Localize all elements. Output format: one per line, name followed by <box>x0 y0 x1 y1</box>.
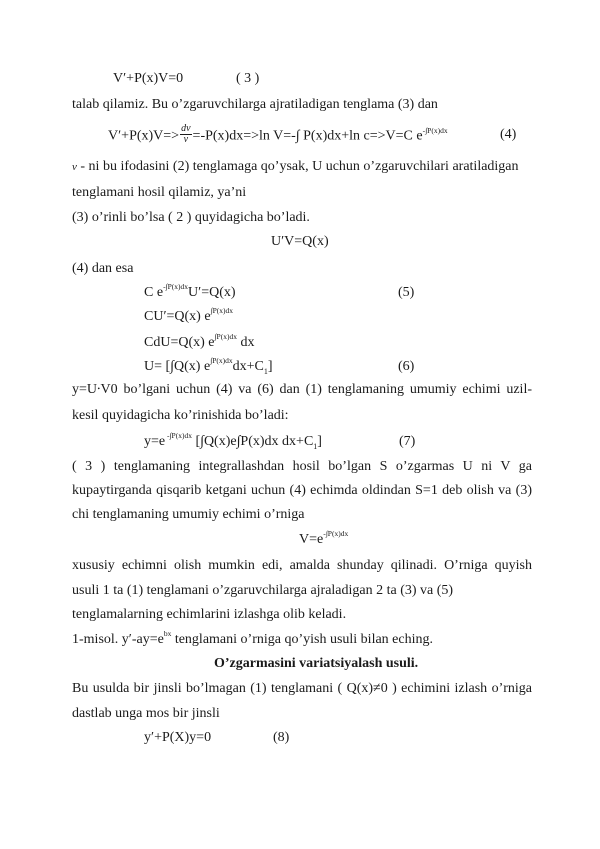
equation-part: dx+C <box>232 359 264 374</box>
equation-3 <box>113 70 183 88</box>
equation-number-7: (7) <box>399 434 416 449</box>
section-heading: O’zgarmasini variatsiyalash usuli. <box>214 656 419 671</box>
variable-v: v <box>72 161 77 173</box>
equation-part: dx <box>236 335 255 350</box>
fraction-numerator: dv <box>181 123 191 134</box>
equation-step <box>144 334 254 352</box>
subscript: 1 <box>313 441 318 451</box>
equation-number-8: (8) <box>273 730 290 745</box>
equation-part: V=e <box>299 532 324 547</box>
equation-v-particular <box>299 531 348 549</box>
paragraph-line: Bu usulda bir jinsli bo’lmagan (1) tenglamani ( Q(x)≠0 ) echimini izlash o’rniga <box>72 681 532 696</box>
equation-5 <box>144 284 236 302</box>
exponent: ∫P(x)dx <box>210 356 233 366</box>
equation-text: V′+P(x)V=0 <box>113 71 184 86</box>
equation-part: ] <box>317 434 322 449</box>
equation-number-4: (4) <box>500 127 517 142</box>
paragraph-line: ( 3 ) tenglamaning integrallashdan hosil bo’lgan S o’zgarmas U ni V ga <box>72 459 532 474</box>
exponent: -∫P(x)dx <box>165 431 192 441</box>
fraction-dv-v <box>180 124 191 145</box>
paragraph-line: tenglamani hosil qilamiz, ya’ni <box>72 185 247 200</box>
paragraph-line: kesil quyidagicha ko’rinishida bo’ladi: <box>72 408 289 423</box>
equation-number-6: (6) <box>398 359 415 374</box>
equation-number-5: (5) <box>398 285 415 300</box>
equation-6 <box>144 358 273 376</box>
paragraph-line: (4) dan esa <box>72 261 134 276</box>
equation-part: =-P(x)dx=>ln V=-∫ P(x)dx+ln c=>V=C e <box>192 128 423 144</box>
equation-7 <box>144 433 322 451</box>
paragraph-line <box>72 158 519 176</box>
equation-part: U= [∫Q(x) e <box>144 359 211 374</box>
equation-part: CU′=Q(x) e <box>144 309 211 324</box>
equation-part: CdU=Q(x) e <box>144 335 215 350</box>
equation-part: y=e <box>144 434 166 449</box>
exponent: ∫P(x)dx <box>214 332 237 342</box>
equation-part: [∫Q(x)e∫P(x)dx dx+C <box>191 434 314 449</box>
exponent: bx <box>163 629 172 639</box>
example-text: tenglamani o’rniga qo’yish usuli bilan eching. <box>171 632 433 647</box>
equation-part: U′=Q(x) <box>188 285 236 300</box>
exponent: -∫P(x)dx <box>163 282 189 292</box>
equation-part: C e <box>144 285 164 300</box>
equation-step <box>144 308 233 326</box>
equation-part: ] <box>267 359 273 374</box>
paragraph-line: chi tenglamaning umumiy echimi o’rniga <box>72 507 305 522</box>
paragraph-line: dastlab unga mos bir jinsli <box>72 706 220 721</box>
paragraph-line: tenglamalarning echimlarini izlashga olib keladi. <box>72 607 347 622</box>
exponent: ∫P(x)dx <box>210 306 234 316</box>
paragraph-line: usuli 1 ta (1) tenglamani o’zgaruvchilarga ajraladigan 2 ta (3) va (5) <box>72 583 454 598</box>
exponent: -∫P(x)dx <box>323 529 349 539</box>
equation-4 <box>108 123 448 147</box>
example-1 <box>72 631 433 649</box>
subscript: 1 <box>263 366 268 376</box>
paragraph-text: - ni bu ifodasini (2) tenglamaga qo’ysak, U uchun o’zgaruvchilari aratiladigan <box>76 159 519 174</box>
paragraph-line: kupaytirganda qisqarib ketgani uchun (4) echimda oldindan S=1 deb olish va (3) <box>72 483 532 498</box>
equation-8: y′+P(X)y=0 <box>144 730 212 745</box>
paragraph-line: talab qilamiz. Bu o’zgaruvchilarga ajratiladigan tenglama (3) dan <box>72 97 438 112</box>
equation-uv: U′V=Q(x) <box>271 234 329 249</box>
example-text: 1-misol. y′-ay=e <box>72 632 164 647</box>
equation-part: V′+P(x)V=> <box>108 128 180 144</box>
fraction-denominator: v <box>183 134 189 145</box>
paragraph-line: (3) o’rinli bo’lsa ( 2 ) quyidagicha bo’ladi. <box>72 210 310 225</box>
exponent: -∫P(x)dx <box>422 126 448 136</box>
paragraph-line: xususiy echimni olish mumkin edi, amalda shunday qilinadi. O’rniga quyish <box>72 558 532 573</box>
equation-number-3: ( 3 ) <box>236 71 260 86</box>
paragraph-line: y=U∙V0 bo’lgani uchun (4) va (6) dan (1) tenglamaning umumiy echimi uzil- <box>72 382 532 397</box>
